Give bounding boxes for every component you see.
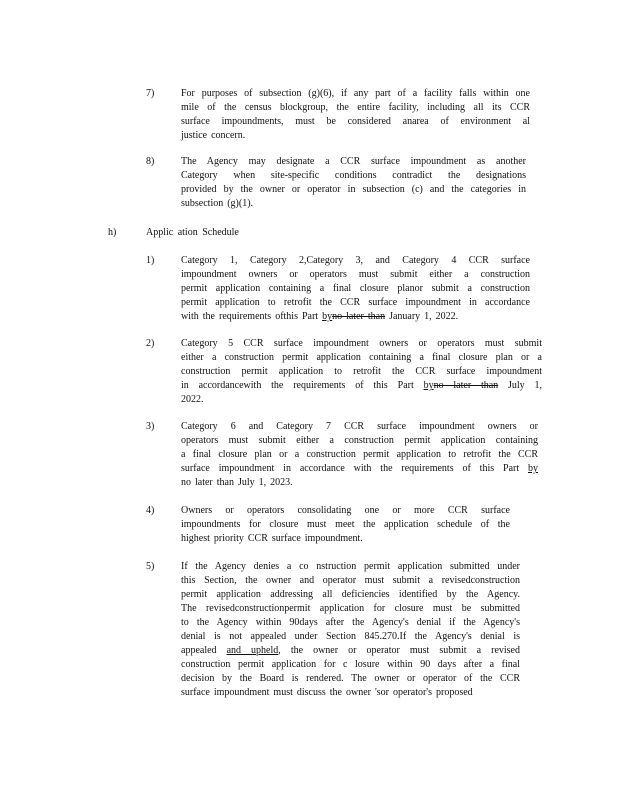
text-line: Owners or operators consolidating one or more CCR surface bbox=[181, 505, 510, 516]
section-title: Applic ation Schedule bbox=[146, 227, 239, 238]
text-line: this Section, the owner and operator must submit a revisedconstruction bbox=[181, 575, 520, 586]
item-number: 3) bbox=[146, 421, 155, 432]
text-line: permit application containing a final closure planor submit a construction bbox=[181, 283, 530, 294]
inserted-text: and upheld bbox=[226, 645, 279, 656]
text-run: July 1, bbox=[498, 380, 542, 391]
text-run: in accordancewith the requirements of this Part bbox=[181, 380, 424, 391]
item-text bbox=[181, 504, 510, 546]
text-line: to the Agency within 90days after the Agency's denial if the Agency's bbox=[181, 617, 520, 628]
text-run: surface impoundment in accordance with the requirements of this Part bbox=[181, 463, 528, 474]
text-line: impoundments for closure must meet the application schedule of the bbox=[181, 519, 510, 530]
text-line: construction permit application for c losure within 90 days after a final bbox=[181, 659, 520, 670]
item-number: 8) bbox=[146, 156, 155, 167]
text-line: Category 5 CCR surface impoundment owners or operators must submit bbox=[181, 338, 542, 349]
text-line: Category 1, Category 2,Category 3, and Category 4 CCR surface bbox=[181, 255, 530, 266]
text-line: The revisedconstructionpermit application for closure must be submitted bbox=[181, 603, 520, 614]
deleted-text: no later than bbox=[433, 380, 499, 391]
text-line: highest priority CCR surface impoundment. bbox=[181, 533, 363, 544]
text-line: denial is not appealed under Section 845.270.If the Agency's denial is bbox=[181, 631, 520, 642]
text-line: mile of the census blockgroup, the entire facility, including all its CCR bbox=[181, 102, 530, 113]
item-text bbox=[181, 155, 526, 211]
item-number: 2) bbox=[146, 338, 155, 349]
text-line: surface impoundments, must be considered anarea of environment al bbox=[181, 116, 530, 127]
text-line: either a construction permit application containing a final closure plan or a bbox=[181, 352, 542, 363]
item-number: 7) bbox=[146, 88, 155, 99]
text-line bbox=[181, 462, 538, 476]
text-line: operators must submit either a construction permit application containing bbox=[181, 435, 538, 446]
text-run: with the requirements ofthis Part bbox=[181, 311, 323, 322]
text-line: permit application to retrofit the CCR surface impoundment in accordance bbox=[181, 297, 530, 308]
text-line: The Agency may designate a CCR surface impoundment as another bbox=[181, 156, 526, 167]
text-run: , the owner or operator must submit a revised bbox=[278, 645, 520, 656]
text-line: 2022. bbox=[181, 394, 204, 405]
section-number: h) bbox=[108, 227, 117, 238]
text-line bbox=[181, 310, 530, 324]
item-text bbox=[181, 560, 520, 700]
text-line: no later than July 1, 2023. bbox=[181, 477, 293, 488]
text-run: appealed bbox=[181, 645, 227, 656]
text-line: impoundment owners or operators must submit either a construction bbox=[181, 269, 530, 280]
inserted-text: by bbox=[528, 463, 538, 474]
text-line: decision by the Board is rendered. The owner or operator of the CCR bbox=[181, 673, 520, 684]
item-number: 4) bbox=[146, 505, 155, 516]
item-text bbox=[181, 87, 530, 143]
text-run: January 1, 2022. bbox=[385, 311, 459, 322]
text-line: surface impoundment must discuss the owner 'sor operator's proposed bbox=[181, 687, 473, 698]
text-line: a final closure plan or a construction permit application to retrofit the CCR bbox=[181, 449, 538, 460]
text-line bbox=[181, 379, 542, 393]
text-line: For purposes of subsection (g)(6), if any part of a facility falls within one bbox=[181, 88, 530, 99]
item-text bbox=[181, 420, 538, 490]
text-line: provided by the owner or operator in subsection (c) and the categories in bbox=[181, 184, 526, 195]
text-line: Category when site-specific conditions contradict the designations bbox=[181, 170, 526, 181]
text-line: permit application addressing all deficiencies identified by the Agency. bbox=[181, 589, 520, 600]
inserted-text: by bbox=[423, 380, 434, 391]
deleted-text: no later than bbox=[332, 311, 386, 322]
text-line: construction permit application to retrofit the CCR surface impoundment bbox=[181, 366, 542, 377]
text-line: If the Agency denies a co nstruction permit application submitted under bbox=[181, 561, 520, 572]
text-line bbox=[181, 644, 520, 658]
item-number: 5) bbox=[146, 561, 155, 572]
inserted-text: by bbox=[322, 311, 333, 322]
text-line: Category 6 and Category 7 CCR surface impoundment owners or bbox=[181, 421, 538, 432]
item-text bbox=[181, 337, 542, 407]
item-number: 1) bbox=[146, 255, 155, 266]
text-line: justice concern. bbox=[181, 130, 246, 141]
item-text bbox=[181, 254, 530, 324]
text-line: subsection (g)(1). bbox=[181, 198, 254, 209]
